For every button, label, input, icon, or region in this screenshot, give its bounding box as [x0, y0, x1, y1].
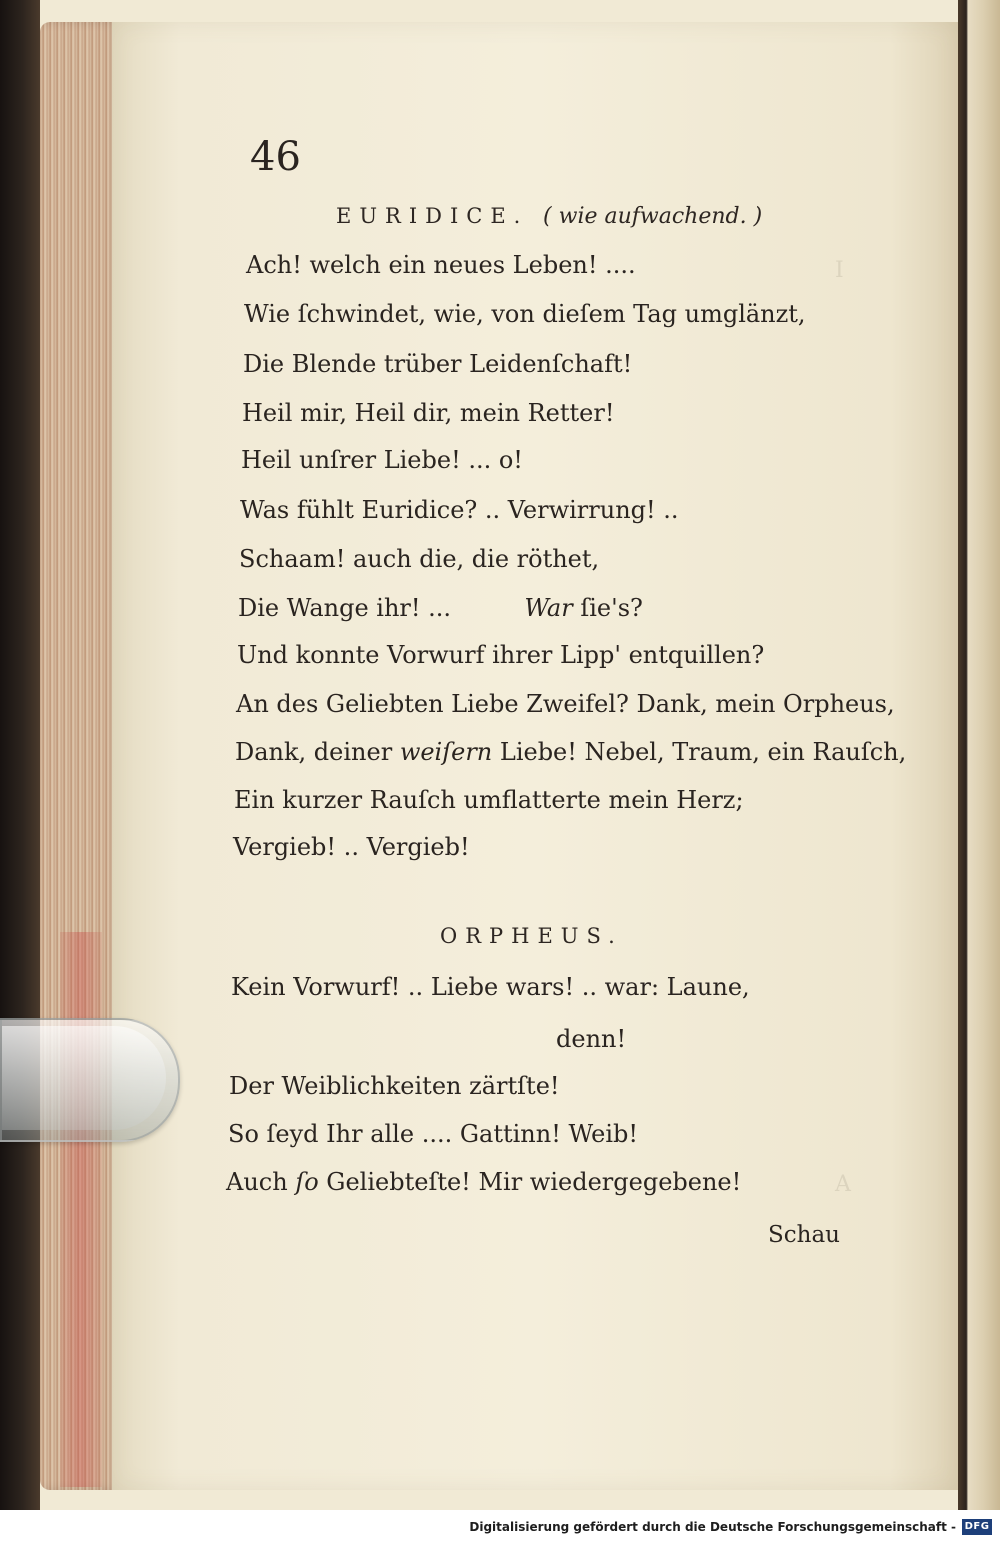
- verse-line: [235, 738, 906, 766]
- page-number: 46: [250, 134, 301, 180]
- verse-emphasis: ſo: [295, 1168, 319, 1196]
- verse-line: Und konnte Vorwurf ihrer Lipp' entquillen?: [237, 641, 765, 669]
- verse-line: Was fühlt Euridice? .. Verwirrung! ..: [240, 496, 679, 524]
- verse-line: So ſeyd Ihr alle .... Gattinn! Weib!: [228, 1120, 639, 1148]
- verse-text: Liebe! Nebel, Traum, ein Rauſch,: [492, 738, 907, 766]
- verse-line: Ein kurzer Rauſch umflatterte mein Herz;: [234, 786, 744, 814]
- verse-text: ſie's?: [572, 594, 643, 622]
- page-edges: [40, 22, 122, 1490]
- dfg-logo-icon: DFG: [962, 1519, 992, 1535]
- verse-text: Geliebteſte! Mir wiedergegebene!: [318, 1168, 742, 1196]
- verse-line: Wie ſchwindet, wie, von dieſem Tag umglänzt,: [244, 300, 806, 328]
- facing-page-edge: [958, 0, 1000, 1510]
- speaker-euridice: [336, 204, 762, 229]
- verse-text: Dank, deiner: [235, 738, 400, 766]
- verse-emphasis: War: [524, 594, 573, 622]
- page-edge-red-tint: [60, 932, 102, 1487]
- verse-line: Schaam! auch die, die röthet,: [239, 545, 600, 573]
- verse-line: Die Blende trüber Leidenſchaft!: [243, 350, 633, 378]
- bleed-through: I: [835, 258, 844, 283]
- speaker-name: EURIDICE.: [336, 204, 529, 228]
- verse-line: Ach! welch ein neues Leben! ....: [246, 251, 636, 279]
- verse-line: Der Weiblichkeiten zärtſte!: [229, 1072, 560, 1100]
- speaker-orpheus: [440, 924, 623, 948]
- verse-text: Die Wange ihr! ...: [238, 594, 452, 622]
- verse-line: Heil mir, Heil dir, mein Retter!: [242, 399, 615, 427]
- catchword: Schau: [768, 1222, 840, 1248]
- verse-emphasis: weiſern: [399, 738, 493, 766]
- page-clip-highlight: [2, 1026, 166, 1130]
- book-binding: [0, 0, 40, 1510]
- verse-line: Vergieb! .. Vergieb!: [233, 833, 470, 861]
- verse-text: Auch: [226, 1168, 296, 1196]
- stage-direction: ( wie aufwachend. ): [543, 204, 763, 229]
- bleed-through: A: [835, 1172, 851, 1197]
- funding-credit: Digitalisierung gefördert durch die Deutsche Forschungsgemeinschaft -: [469, 1520, 956, 1534]
- verse-line: [238, 594, 643, 622]
- page-clip: [0, 1018, 180, 1142]
- verse-line: Heil unſrer Liebe! ... o!: [241, 446, 523, 474]
- speaker-name: ORPHEUS.: [440, 924, 623, 948]
- verse-line: An des Geliebten Liebe Zweifel? Dank, mein Orpheus,: [236, 690, 895, 718]
- verse-line: [226, 1168, 741, 1196]
- verse-line: Kein Vorwurf! .. Liebe wars! .. war: Laune,: [231, 973, 750, 1001]
- verse-line-continuation: denn!: [556, 1025, 627, 1053]
